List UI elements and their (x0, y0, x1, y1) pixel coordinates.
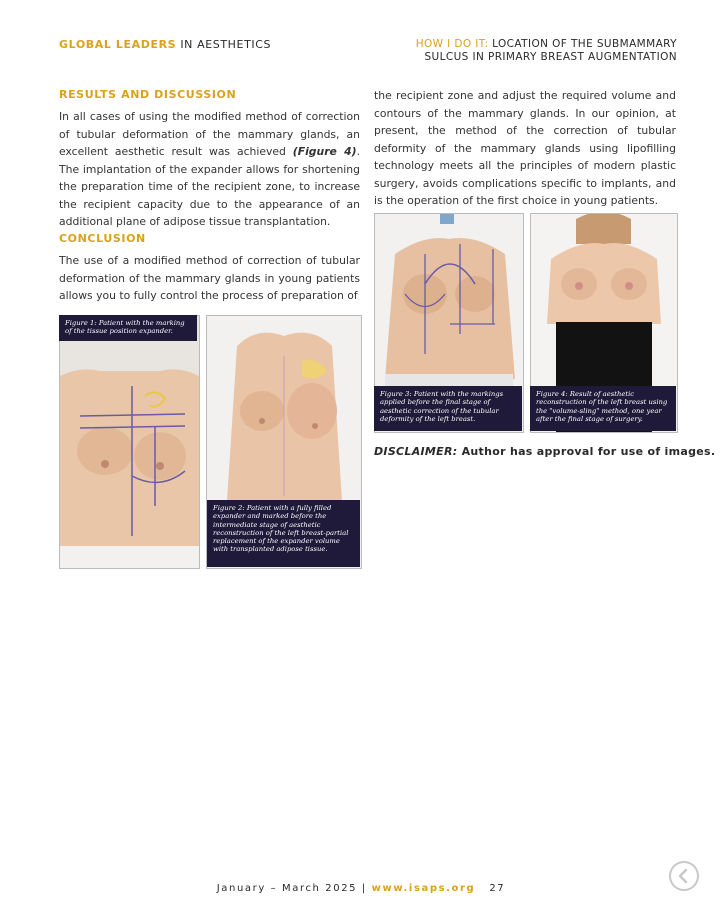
header-brand: GLOBAL LEADERS (59, 38, 177, 51)
page-number: 27 (489, 883, 506, 894)
figure-1-image (60, 316, 199, 568)
footer-date: January – March 2025 | (216, 883, 372, 894)
figure-2-caption: Figure 2: Patient with a fully filled expander and marked before the intermediate stage of aesthetic reconstruction of the left breast-partial replacement of the expander volume with transplanted adipose tissue. (207, 500, 360, 567)
chevron-left-icon[interactable] (669, 861, 699, 891)
paragraph-results-text-b: . The implantation of the expander allows for shortening the preparation time of the recipient zone, to increase the recipient capacity due to the appearance of an additional plane of adipose tissue transplantation. (59, 145, 360, 228)
header-section: HOW I DO IT: (415, 38, 489, 50)
header-title-line2: SULCUS IN PRIMARY BREAST AUGMENTATION (424, 51, 677, 63)
running-header-right (416, 38, 677, 64)
figure-4-reference[interactable]: (Figure 4) (292, 145, 357, 158)
disclaimer (374, 445, 715, 458)
header-title-line1: LOCATION OF THE SUBMAMMARY (488, 38, 677, 50)
paragraph-results-text-a: In all cases of using the modified method of correction of tubular deformation of the mammary glands, an excellent aesthetic result was achieved (59, 110, 360, 158)
footer-link[interactable]: www.isaps.org (371, 883, 476, 894)
paragraph-conclusion-continued: the recipient zone and adjust the required volume and contours of the mammary glands. In our opinion, at present, the method of the correction of tubular deformity of the mammary glands using lipofilling technology meets all the principles of modern plastic surgery, avoids complications specific to implants, and is the operation of the first choice in young patients. (374, 89, 676, 207)
heading-results: RESULTS AND DISCUSSION (59, 88, 237, 101)
disclaimer-text: Author has approval for use of images. (457, 445, 716, 458)
figure-3-caption: Figure 3: Patient with the markings applied before the final stage of aesthetic correction of the tubular deformity of the left breast. (374, 386, 522, 431)
paragraph-results (59, 108, 360, 231)
header-brand-rest: IN AESTHETICS (176, 38, 272, 51)
figure-1-photo (59, 315, 200, 569)
heading-conclusion: CONCLUSION (59, 232, 146, 245)
page-footer (0, 883, 722, 894)
running-header-left (59, 38, 271, 51)
disclaimer-label: DISCLAIMER: (374, 445, 458, 458)
figure-1-caption: Figure 1: Patient with the marking of the tissue position expander. (59, 315, 197, 341)
paragraph-conclusion: The use of a modified method of correction of tubular deformation of the mammary glands in young patients allows you to fully control the process of preparation of (59, 254, 360, 302)
figure-4-caption: Figure 4: Result of aesthetic reconstruction of the left breast using the "volume-sling" method, one year after the final stage of surgery. (530, 386, 676, 431)
